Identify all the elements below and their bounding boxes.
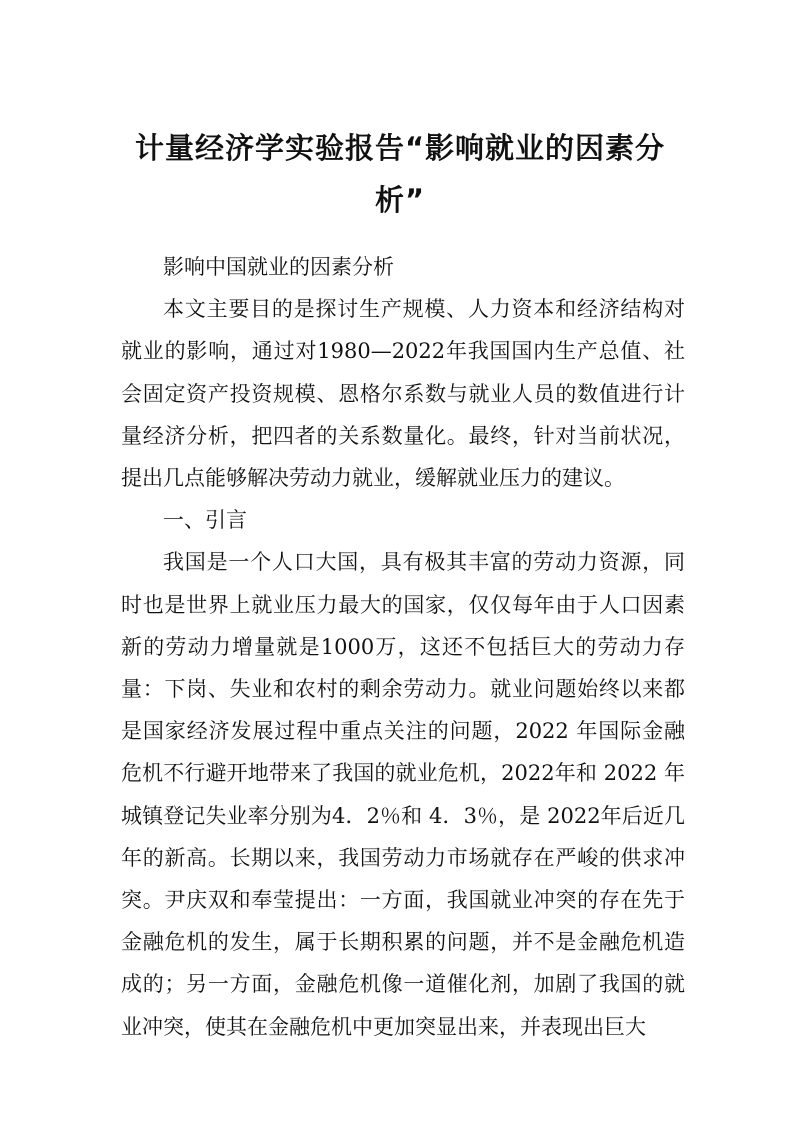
document-body: [121, 246, 685, 1048]
introduction-paragraph: 我国是一个人口大国，具有极其丰富的劳动力资源，同时也是世界上就业压力最大的国家，仅仅每年由于人口因素新的劳动力增量就是1000万，这还不包括巨大的劳动力存量：下岗、失业和农村的剩余劳动力。就业问题始终以来都是国家经济发展过程中重点关注的问题，2022 年国际金融危机不行避开地带来了我国的就业危机，2022年和 2022 年城镇登记失业率分别为4．2％和 4．3％，是 2022年后近几年的新高。长期以来，我国劳动力市场就存在严峻的供求冲突。尹庆双和奉莹提出：一方面，我国就业冲突的存在先于金融危机的发生，属于长期积累的问题，并不是金融危机造成的；另一方面，金融危机像一道催化剂，加剧了我国的就业冲突，使其在金融危机中更加突显出来，并表现出巨大: [121, 550, 685, 1039]
abstract-paragraph: 本文主要目的是探讨生产规模、人力资本和经济结构对就业的影响，通过对1980—2022年我国国内生产总值、社会固定资产投资规模、恩格尔系数与就业人员的数值进行计量经济分析，把四者的关系数量化。最终，针对当前状况，提出几点能够解决劳动力就业，缓解就业压力的建议。: [121, 297, 685, 491]
document-title: 计量经济学实验报告“影响就业的因素分析”: [134, 131, 666, 217]
section-heading-introduction: 一、引言: [163, 508, 247, 533]
subtitle-paragraph: 影响中国就业的因素分析: [163, 255, 394, 279]
